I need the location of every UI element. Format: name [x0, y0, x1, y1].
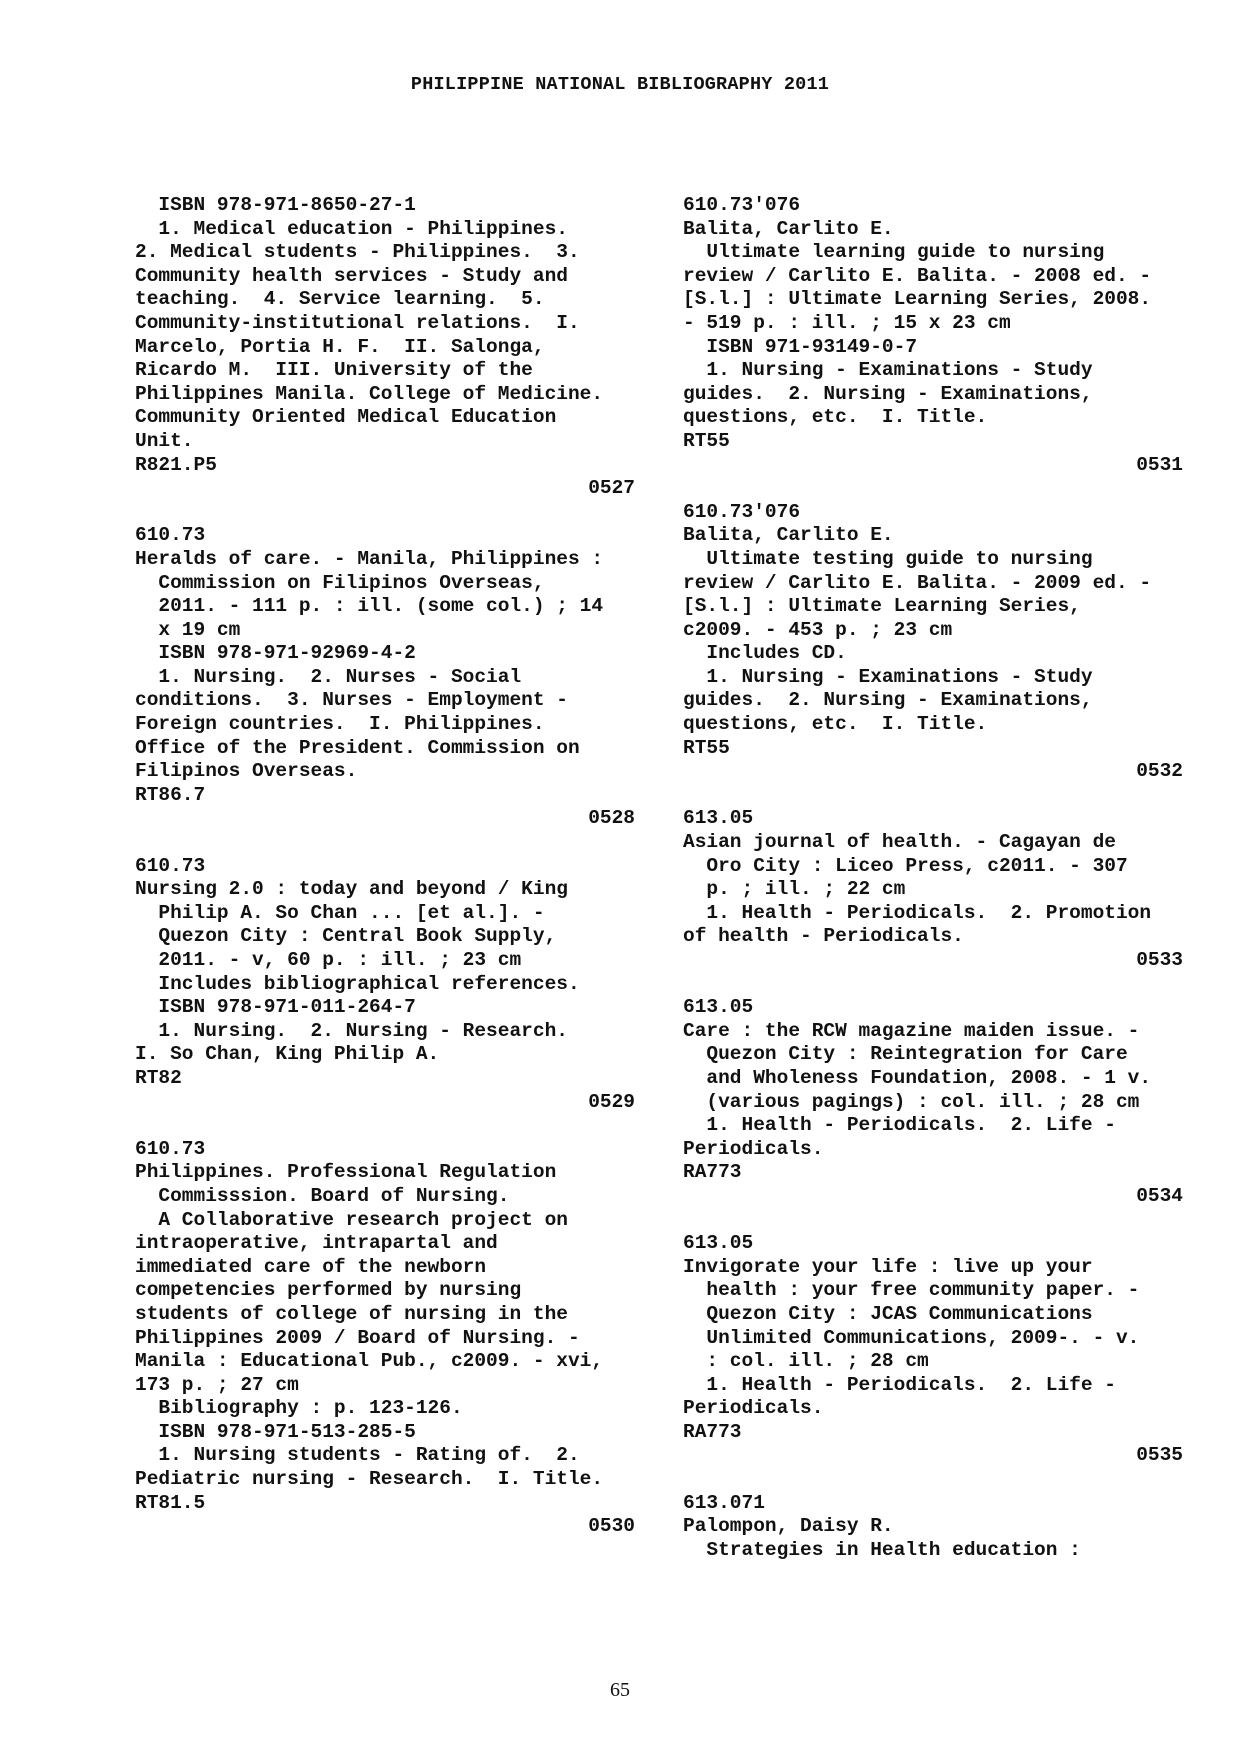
- entry-line: 613.05: [683, 807, 754, 830]
- entry-number: 0528: [588, 807, 635, 830]
- blank-line: [683, 1209, 1183, 1233]
- entry-line: Pediatric nursing - Research. I. Title.: [135, 1468, 604, 1491]
- entry-line: questions, etc. I. Title.: [683, 713, 988, 736]
- entry-line: Community health services - Study and: [135, 264, 568, 287]
- entry-line: ISBN 978-971-011-264-7: [135, 996, 416, 1019]
- entry-number: 0531: [1136, 453, 1183, 476]
- page-number: 65: [610, 1679, 630, 1701]
- entry-line: 610.73: [135, 854, 206, 877]
- entry-line: Philippines Manila. College of Medicine.: [135, 382, 604, 405]
- entry-line: Commission on Filipinos Overseas,: [135, 571, 545, 594]
- entry-number: 0535: [1136, 1444, 1183, 1467]
- blank-line: [683, 784, 1183, 808]
- entry-line: Manila : Educational Pub., c2009. - xvi,: [135, 1350, 604, 1373]
- entry-line: Balita, Carlito E.: [683, 524, 894, 547]
- entry-line: p. ; ill. ; 22 cm: [683, 878, 906, 901]
- entry-line: 1. Medical education - Philippines.: [135, 217, 568, 240]
- entry-line: (various pagings) : col. ill. ; 28 cm: [683, 1090, 1140, 1113]
- entry-line: ISBN 971-93149-0-7: [683, 335, 918, 358]
- entry-line: Heralds of care. - Manila, Philippines :: [135, 547, 604, 570]
- entry-line: 2011. - v, 60 p. : ill. ; 23 cm: [135, 949, 522, 971]
- entry-line: RA773: [683, 1420, 742, 1443]
- blank-line: [135, 501, 635, 525]
- entry-line: 173 p. ; 27 cm: [135, 1373, 299, 1396]
- entry-line: Periodicals.: [683, 1397, 824, 1420]
- entry-line: Ultimate testing guide to nursing: [683, 547, 1093, 570]
- entry-line: Unlimited Communications, 2009-. - v.: [683, 1326, 1140, 1349]
- entry-line: RA773: [683, 1161, 742, 1184]
- entry-line: Strategies in Health education :: [683, 1538, 1081, 1561]
- entry-line: ISBN 978-971-513-285-5: [135, 1420, 416, 1443]
- entry-line: 1. Nursing. 2. Nursing - Research.: [135, 1019, 568, 1042]
- entry-line: intraoperative, intrapartal and: [135, 1232, 498, 1255]
- entry-line: Unit.: [135, 429, 194, 452]
- entry-line: review / Carlito E. Balita. - 2008 ed. -: [683, 264, 1152, 287]
- left-column: [135, 194, 635, 1539]
- entry-line: Nursing 2.0 : today and beyond / King: [135, 878, 568, 901]
- entry-line: ISBN 978-971-92969-4-2: [135, 642, 416, 665]
- entry-line: Ricardo M. III. University of the: [135, 359, 533, 382]
- entry-number: 0530: [588, 1515, 635, 1538]
- entry-line: questions, etc. I. Title.: [683, 406, 988, 429]
- entry-line: Asian journal of health. - Cagayan de: [683, 831, 1116, 854]
- entry-line: Foreign countries. I. Philippines.: [135, 713, 545, 736]
- right-column: [683, 194, 1183, 1562]
- entry-line: Philippines 2009 / Board of Nursing. -: [135, 1326, 580, 1349]
- entry-line: conditions. 3. Nurses - Employment -: [135, 689, 568, 712]
- entry-line: and Wholeness Foundation, 2008. - 1 v.: [683, 1066, 1152, 1089]
- entry-line: 610.73: [135, 524, 206, 547]
- entry-line: 1. Nursing - Examinations - Study: [683, 665, 1093, 688]
- entry-line: 610.73: [135, 1137, 206, 1160]
- blank-line: [683, 973, 1183, 997]
- entry-line: immediated care of the newborn: [135, 1255, 487, 1278]
- entry-line: c2009. - 453 p. ; 23 cm: [683, 618, 953, 641]
- entry-line: Commisssion. Board of Nursing.: [135, 1184, 510, 1207]
- blank-line: [683, 1468, 1183, 1492]
- entry-number: 0532: [1136, 760, 1183, 783]
- entry-line: RT86.7: [135, 783, 206, 806]
- entry-line: 2. Medical students - Philippines. 3.: [135, 241, 580, 264]
- entry-line: 1. Health - Periodicals. 2. Life -: [683, 1114, 1116, 1137]
- entry-line: Ultimate learning guide to nursing: [683, 241, 1105, 264]
- entry-line: 613.071: [683, 1491, 765, 1514]
- entry-line: Marcelo, Portia H. F. II. Salonga,: [135, 335, 545, 358]
- entry-line: 1. Nursing. 2. Nurses - Social: [135, 665, 522, 688]
- entry-line: 1. Health - Periodicals. 2. Promotion: [683, 901, 1152, 924]
- entry-line: A Collaborative research project on: [135, 1208, 568, 1231]
- entry-line: Quezon City : Reintegration for Care: [683, 1043, 1128, 1066]
- blank-line: [135, 1114, 635, 1138]
- entry-line: of health - Periodicals.: [683, 925, 964, 948]
- entry-line: Community Oriented Medical Education: [135, 406, 557, 429]
- entry-line: 2011. - 111 p. : ill. (some col.) ; 14: [135, 595, 604, 618]
- entry-line: Balita, Carlito E.: [683, 217, 894, 240]
- entry-line: Periodicals.: [683, 1137, 824, 1160]
- entry-number: 0529: [588, 1090, 635, 1113]
- entry-line: Bibliography : p. 123-126.: [135, 1397, 463, 1420]
- blank-line: [135, 831, 635, 855]
- entry-line: teaching. 4. Service learning. 5.: [135, 288, 545, 311]
- entry-line: Philippines. Professional Regulation: [135, 1161, 557, 1184]
- entry-line: students of college of nursing in the: [135, 1302, 568, 1325]
- entry-line: 613.05: [683, 996, 754, 1019]
- entry-line: RT81.5: [135, 1491, 206, 1514]
- entry-line: guides. 2. Nursing - Examinations,: [683, 689, 1093, 712]
- entry-line: Quezon City : JCAS Communications: [683, 1302, 1093, 1325]
- entry-line: RT55: [683, 429, 730, 452]
- blank-line: [683, 477, 1183, 501]
- entry-line: ISBN 978-971-8650-27-1: [135, 194, 416, 216]
- entry-line: Care : the RCW magazine maiden issue. -: [683, 1019, 1140, 1042]
- entry-line: - 519 p. : ill. ; 15 x 23 cm: [683, 311, 1011, 334]
- entry-line: x 19 cm: [135, 618, 241, 641]
- entry-line: Quezon City : Central Book Supply,: [135, 925, 557, 948]
- entry-line: Philip A. So Chan ... [et al.]. -: [135, 901, 545, 924]
- entry-line: Includes CD.: [683, 642, 847, 665]
- entry-line: Oro City : Liceo Press, c2011. - 307: [683, 854, 1128, 877]
- entry-line: Includes bibliographical references.: [135, 972, 580, 995]
- entry-line: : col. ill. ; 28 cm: [683, 1350, 929, 1373]
- entry-line: guides. 2. Nursing - Examinations,: [683, 382, 1093, 405]
- entry-line: review / Carlito E. Balita. - 2009 ed. -: [683, 571, 1152, 594]
- entry-line: 1. Nursing - Examinations - Study: [683, 359, 1093, 382]
- entry-line: Palompon, Daisy R.: [683, 1515, 894, 1538]
- entry-line: competencies performed by nursing: [135, 1279, 522, 1302]
- entry-line: RT82: [135, 1066, 182, 1089]
- entry-line: 1. Nursing students - Rating of. 2.: [135, 1444, 580, 1467]
- entry-line: Office of the President. Commission on: [135, 736, 580, 759]
- entry-line: Filipinos Overseas.: [135, 760, 358, 783]
- entry-number: 0534: [1136, 1184, 1183, 1207]
- page-header: PHILIPPINE NATIONAL BIBLIOGRAPHY 2011: [410, 74, 830, 95]
- entry-line: health : your free community paper. -: [683, 1279, 1140, 1302]
- entry-line: I. So Chan, King Philip A.: [135, 1043, 440, 1066]
- entry-line: 610.73'076: [683, 500, 801, 523]
- entry-line: R821.P5: [135, 453, 217, 476]
- entry-line: 610.73'076: [683, 194, 801, 216]
- entry-line: 1. Health - Periodicals. 2. Life -: [683, 1373, 1116, 1396]
- entry-line: Community-institutional relations. I.: [135, 311, 580, 334]
- entry-number: 0533: [1136, 949, 1183, 971]
- entry-line: [S.l.] : Ultimate Learning Series, 2008.: [683, 288, 1152, 311]
- entry-line: [S.l.] : Ultimate Learning Series,: [683, 595, 1081, 618]
- entry-number: 0527: [588, 477, 635, 500]
- entry-line: 613.05: [683, 1232, 754, 1255]
- entry-line: Invigorate your life : live up your: [683, 1255, 1093, 1278]
- entry-line: RT55: [683, 736, 730, 759]
